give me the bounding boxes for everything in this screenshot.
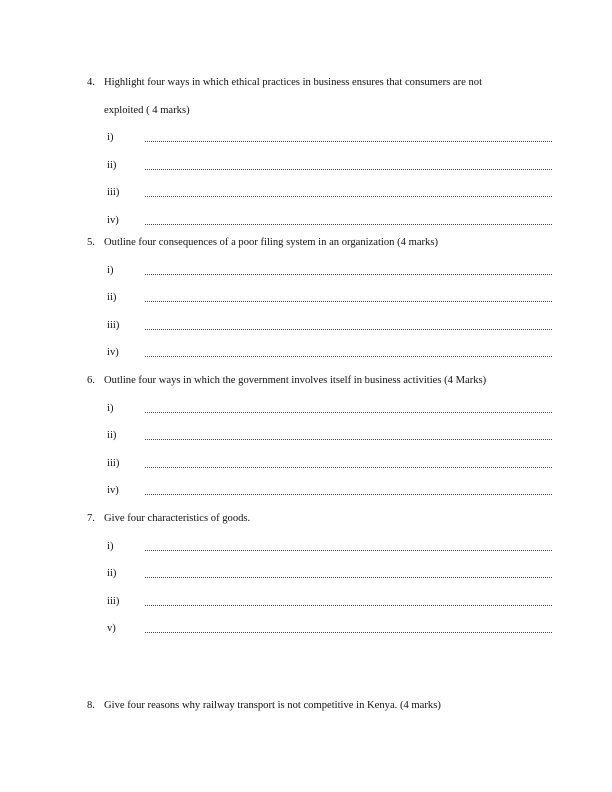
dotted-line <box>145 467 552 468</box>
question-text-continued: exploited ( 4 marks) <box>104 104 190 116</box>
answer-line[interactable] <box>0 458 612 486</box>
question-number: 7. <box>87 513 95 524</box>
dotted-line <box>145 141 552 142</box>
dotted-line <box>145 605 552 606</box>
item-label: iii) <box>107 457 120 469</box>
item-label: ii) <box>107 430 117 442</box>
dotted-line <box>145 329 552 330</box>
answer-line[interactable] <box>0 623 612 651</box>
answer-line[interactable] <box>0 265 612 293</box>
answer-line[interactable] <box>0 568 612 596</box>
item-label: v) <box>107 623 116 635</box>
question-4 <box>0 77 612 242</box>
question-5 <box>0 237 612 375</box>
dotted-line <box>145 632 552 633</box>
question-text: Give four characteristics of goods. <box>104 513 251 524</box>
question-number: 4. <box>87 77 95 88</box>
question-number: 8. <box>87 700 95 711</box>
question-text: Outline four ways in which the government involves itself in business activities (4 Marks) <box>104 375 487 386</box>
question-number: 5. <box>87 237 95 248</box>
item-label: ii) <box>107 568 117 580</box>
answer-line[interactable] <box>0 347 612 375</box>
item-label: i) <box>107 540 114 552</box>
answer-line[interactable] <box>0 541 612 569</box>
dotted-line <box>145 494 552 495</box>
question-text: Highlight four ways in which ethical practices in business ensures that consumers are not <box>104 77 483 88</box>
dotted-line <box>145 224 552 225</box>
item-label: iii) <box>107 187 120 199</box>
question-6 <box>0 375 612 513</box>
item-label: i) <box>107 132 114 143</box>
answer-line[interactable] <box>0 596 612 624</box>
dotted-line <box>145 169 552 170</box>
answer-line[interactable] <box>0 132 612 160</box>
dotted-line <box>145 301 552 302</box>
question-text: Give four reasons why railway transport is not competitive in Kenya. (4 marks) <box>104 700 441 711</box>
question-8 <box>0 700 612 728</box>
item-label: ii) <box>107 292 117 304</box>
answer-line[interactable] <box>0 485 612 513</box>
item-label: iii) <box>107 319 120 331</box>
item-label: iii) <box>107 595 120 607</box>
answer-line[interactable] <box>0 187 612 215</box>
answer-line[interactable] <box>0 292 612 320</box>
answer-line[interactable] <box>0 160 612 188</box>
item-label: iv) <box>107 485 119 497</box>
item-label: iv) <box>107 347 119 359</box>
item-label: i) <box>107 264 114 276</box>
dotted-line <box>145 196 552 197</box>
question-7 <box>0 513 612 651</box>
dotted-line <box>145 550 552 551</box>
item-label: iv) <box>107 214 119 226</box>
item-label: i) <box>107 402 114 414</box>
item-label: ii) <box>107 159 117 171</box>
dotted-line <box>145 274 552 275</box>
dotted-line <box>145 356 552 357</box>
dotted-line <box>145 439 552 440</box>
answer-line[interactable] <box>0 430 612 458</box>
answer-line[interactable] <box>0 403 612 431</box>
question-text: Outline four consequences of a poor filing system in an organization (4 marks) <box>104 237 439 248</box>
question-number: 6. <box>87 375 95 386</box>
dotted-line <box>145 577 552 578</box>
answer-line[interactable] <box>0 320 612 348</box>
dotted-line <box>145 412 552 413</box>
